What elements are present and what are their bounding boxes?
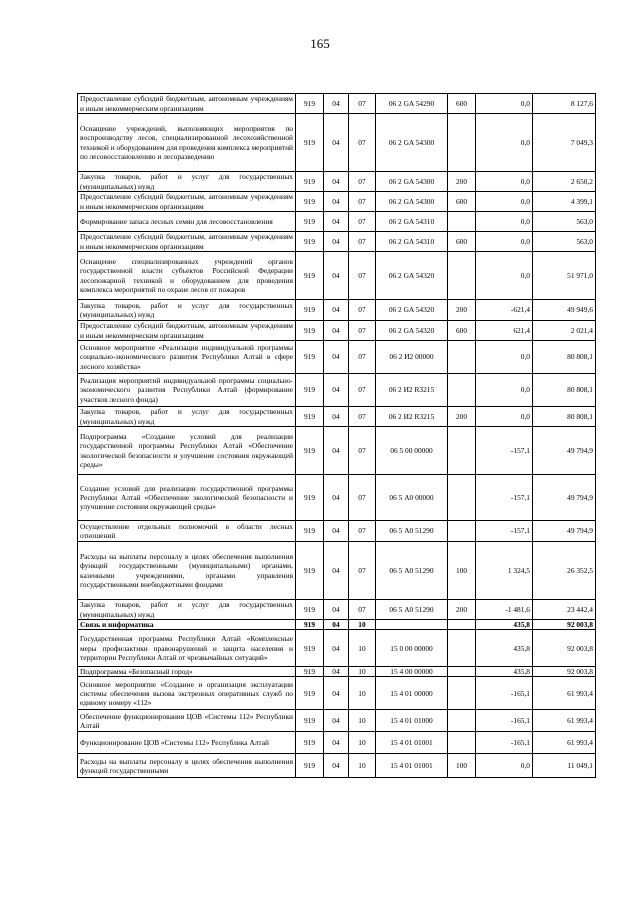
subsection-code-cell: 07 (349, 407, 376, 427)
section-code-cell: 04 (324, 600, 349, 620)
expense-type-cell (448, 114, 476, 172)
subsection-code-cell: 07 (349, 252, 376, 300)
admin-code-cell: 919 (296, 667, 324, 677)
target-article-cell: 06 2 GA 54290 (376, 94, 448, 114)
subsection-code-cell: 10 (349, 732, 376, 754)
section-code-cell: 04 (324, 427, 349, 475)
table-row (78, 232, 596, 252)
target-article-cell: 06 2 GA 54320 (376, 300, 448, 321)
row-name-cell: Основное мероприятие «Создание и организация эксплуатации системы обеспечения вызова экстренных оперативных служб по единому номеру «112» (78, 677, 296, 710)
target-article-cell: 06 5 А0 51290 (376, 600, 448, 620)
change-amount-cell: -165,1 (476, 710, 533, 732)
change-amount-cell: 621,4 (476, 321, 533, 341)
row-name-cell: Основное мероприятие «Реализация индивидуальной программы социально-экономического развития Республики Алтай в сфере лесного хозяйства» (78, 341, 296, 374)
admin-code-cell: 919 (296, 620, 324, 630)
target-article-cell: 06 2 GA 54310 (376, 232, 448, 252)
budget-table (77, 93, 596, 778)
expense-type-cell (448, 732, 476, 754)
target-article-cell: 06 5 А0 51290 (376, 542, 448, 600)
subsection-code-cell: 10 (349, 677, 376, 710)
expense-type-cell: 600 (448, 321, 476, 341)
target-article-cell: 06 2 GA 54310 (376, 212, 448, 232)
total-amount-cell: 563,0 (533, 232, 596, 252)
change-amount-cell: 0,0 (476, 94, 533, 114)
section-code-cell: 04 (324, 630, 349, 667)
subsection-code-cell: 07 (349, 475, 376, 521)
admin-code-cell: 919 (296, 677, 324, 710)
admin-code-cell: 919 (296, 341, 324, 374)
target-article-cell (376, 620, 448, 630)
row-name-cell: Предоставление субсидий бюджетным, автономным учреждениям и иным некоммерческим организациям (78, 192, 296, 212)
row-name-cell: Оснащение специализированных учреждений органов государственной власти субъектов Российской Федерации лесопожарной техникой и оборудованием для проведения комплекса мероприятий по охране лесов от пожаров (78, 252, 296, 300)
total-amount-cell: 61 993,4 (533, 710, 596, 732)
total-amount-cell: 11 049,1 (533, 754, 596, 778)
subsection-code-cell: 07 (349, 172, 376, 192)
table-row (78, 475, 596, 521)
admin-code-cell: 919 (296, 407, 324, 427)
change-amount-cell: 1 324,5 (476, 542, 533, 600)
admin-code-cell: 919 (296, 321, 324, 341)
section-code-cell: 04 (324, 212, 349, 232)
section-code-cell: 04 (324, 620, 349, 630)
admin-code-cell: 919 (296, 94, 324, 114)
target-article-cell: 15 4 01 01001 (376, 732, 448, 754)
total-amount-cell: 49 794,9 (533, 475, 596, 521)
admin-code-cell: 919 (296, 232, 324, 252)
table-row (78, 212, 596, 232)
target-article-cell: 15 4 01 00000 (376, 677, 448, 710)
subsection-code-cell: 07 (349, 94, 376, 114)
admin-code-cell: 919 (296, 542, 324, 600)
total-amount-cell: 49 794,9 (533, 427, 596, 475)
subsection-code-cell: 07 (349, 321, 376, 341)
expense-type-cell: 200 (448, 407, 476, 427)
change-amount-cell: 0,0 (476, 374, 533, 407)
change-amount-cell: 0,0 (476, 341, 533, 374)
section-code-cell: 04 (324, 232, 349, 252)
row-name-cell: Закупка товаров, работ и услуг для государственных (муниципальных) нужд (78, 172, 296, 192)
subsection-code-cell: 10 (349, 667, 376, 677)
section-code-cell: 04 (324, 321, 349, 341)
table-row (78, 542, 596, 600)
row-name-cell: Реализация мероприятий индивидуальной программы социально-экономического развития Республики Алтай (формирование участков лесного фонда) (78, 374, 296, 407)
total-amount-cell: 92 003,8 (533, 667, 596, 677)
target-article-cell: 06 5 А0 00000 (376, 475, 448, 521)
expense-type-cell (448, 212, 476, 232)
section-code-cell: 04 (324, 374, 349, 407)
section-code-cell: 04 (324, 521, 349, 542)
subsection-code-cell: 07 (349, 300, 376, 321)
expense-type-cell: 600 (448, 94, 476, 114)
table-row (78, 630, 596, 667)
expense-type-cell (448, 475, 476, 521)
row-name-cell: Предоставление субсидий бюджетным, автономным учреждениям и иным некоммерческим организациям (78, 321, 296, 341)
expense-type-cell: 200 (448, 300, 476, 321)
section-code-cell: 04 (324, 252, 349, 300)
table-row (78, 300, 596, 321)
change-amount-cell: 435,8 (476, 620, 533, 630)
total-amount-cell: 23 442,4 (533, 600, 596, 620)
row-name-cell: Расходы на выплаты персоналу в целях обеспечения выполнения функций государственными (муниципальными) органами, казенными учреждениями, органами управления государственными внебюджетными фондами (78, 542, 296, 600)
change-amount-cell: 435,8 (476, 630, 533, 667)
section-code-cell: 04 (324, 172, 349, 192)
expense-type-cell (448, 677, 476, 710)
table-row (78, 677, 596, 710)
expense-type-cell (448, 252, 476, 300)
change-amount-cell: 0,0 (476, 407, 533, 427)
expense-type-cell (448, 710, 476, 732)
change-amount-cell: -157,1 (476, 427, 533, 475)
admin-code-cell: 919 (296, 114, 324, 172)
table-row (78, 94, 596, 114)
row-name-cell: Создание условий для реализации государственной программы Республики Алтай «Обеспечение экологической безопасности и улучшение состояния окружающей среды» (78, 475, 296, 521)
admin-code-cell: 919 (296, 252, 324, 300)
total-amount-cell: 92 003,8 (533, 630, 596, 667)
table-row (78, 321, 596, 341)
row-name-cell: Подпрограмма «Безопасный город» (78, 667, 296, 677)
table-row (78, 732, 596, 754)
subsection-code-cell: 07 (349, 192, 376, 212)
expense-type-cell (448, 427, 476, 475)
table-row (78, 192, 596, 212)
expense-type-cell (448, 521, 476, 542)
expense-type-cell: 600 (448, 192, 476, 212)
row-name-cell: Предоставление субсидий бюджетным, автономным учреждениям и иным некоммерческим организациям (78, 94, 296, 114)
total-amount-cell: 563,0 (533, 212, 596, 232)
section-code-cell: 04 (324, 341, 349, 374)
section-code-cell: 04 (324, 192, 349, 212)
target-article-cell: 06 2 GA 54300 (376, 172, 448, 192)
section-code-cell: 04 (324, 542, 349, 600)
admin-code-cell: 919 (296, 300, 324, 321)
target-article-cell: 06 2 GA 54320 (376, 321, 448, 341)
target-article-cell: 15 4 01 01000 (376, 710, 448, 732)
subsection-code-cell: 10 (349, 710, 376, 732)
admin-code-cell: 919 (296, 212, 324, 232)
page-number: 165 (310, 36, 330, 51)
section-code-cell: 04 (324, 710, 349, 732)
subsection-code-cell: 07 (349, 521, 376, 542)
row-name-cell: Осуществление отдельных полномочий в области лесных отношений (78, 521, 296, 542)
expense-type-cell (448, 630, 476, 667)
change-amount-cell: 0,0 (476, 754, 533, 778)
expense-type-cell (448, 620, 476, 630)
total-amount-cell: 7 049,3 (533, 114, 596, 172)
expense-type-cell (448, 341, 476, 374)
change-amount-cell: -157,1 (476, 521, 533, 542)
table-row (78, 172, 596, 192)
expense-type-cell (448, 667, 476, 677)
table-row (78, 374, 596, 407)
expense-type-cell: 600 (448, 232, 476, 252)
table-row (78, 341, 596, 374)
section-code-cell: 04 (324, 407, 349, 427)
target-article-cell: 15 0 00 00000 (376, 630, 448, 667)
change-amount-cell: 435,8 (476, 667, 533, 677)
table-row (78, 600, 596, 620)
total-amount-cell: 51 971,0 (533, 252, 596, 300)
table-row (78, 521, 596, 542)
total-amount-cell: 80 808,1 (533, 407, 596, 427)
change-amount-cell: 0,0 (476, 192, 533, 212)
table-row (78, 252, 596, 300)
admin-code-cell: 919 (296, 710, 324, 732)
target-article-cell: 15 4 00 00000 (376, 667, 448, 677)
admin-code-cell: 919 (296, 630, 324, 667)
section-code-cell: 04 (324, 677, 349, 710)
admin-code-cell: 919 (296, 427, 324, 475)
table-row (78, 667, 596, 677)
total-amount-cell: 2 650,2 (533, 172, 596, 192)
total-amount-cell: 49 949,6 (533, 300, 596, 321)
section-code-cell: 04 (324, 94, 349, 114)
change-amount-cell: 0,0 (476, 172, 533, 192)
total-amount-cell: 92 003,8 (533, 620, 596, 630)
admin-code-cell: 919 (296, 732, 324, 754)
section-code-cell: 04 (324, 732, 349, 754)
admin-code-cell: 919 (296, 754, 324, 778)
section-code-cell: 04 (324, 754, 349, 778)
row-name-cell: Закупка товаров, работ и услуг для государственных (муниципальных) нужд (78, 300, 296, 321)
admin-code-cell: 919 (296, 600, 324, 620)
change-amount-cell: -1 481,6 (476, 600, 533, 620)
expense-type-cell (448, 374, 476, 407)
total-amount-cell: 8 127,6 (533, 94, 596, 114)
admin-code-cell: 919 (296, 521, 324, 542)
subsection-code-cell: 07 (349, 600, 376, 620)
row-name-cell: Подпрограмма «Создание условий для реализации государственной программы Республики Алтай «Обеспечение экологической безопасности и улучшение состояния окружающей среды» (78, 427, 296, 475)
table-row (78, 407, 596, 427)
row-name-cell: Государственная программа Республики Алтай «Комплексные меры профилактики правонарушений и защита населения и территории Республики Алтай от чрезвычайных ситуаций» (78, 630, 296, 667)
row-name-cell: Закупка товаров, работ и услуг для государственных (муниципальных) нужд (78, 407, 296, 427)
total-amount-cell: 80 808,1 (533, 341, 596, 374)
expense-type-cell: 200 (448, 600, 476, 620)
total-amount-cell: 61 993,4 (533, 677, 596, 710)
subsection-code-cell: 10 (349, 630, 376, 667)
total-amount-cell: 61 993,4 (533, 732, 596, 754)
target-article-cell: 06 2 И2 R3215 (376, 374, 448, 407)
row-name-cell: Расходы на выплаты персоналу в целях обеспечения выполнения функций государственными (78, 754, 296, 778)
target-article-cell: 06 2 И2 R3215 (376, 407, 448, 427)
change-amount-cell: 0,0 (476, 232, 533, 252)
section-code-cell: 04 (324, 300, 349, 321)
expense-type-cell: 200 (448, 172, 476, 192)
admin-code-cell: 919 (296, 192, 324, 212)
row-name-cell: Связь и информатика (78, 620, 296, 630)
expense-type-cell: 100 (448, 542, 476, 600)
section-code-cell: 04 (324, 475, 349, 521)
target-article-cell: 06 2 GA 54320 (376, 252, 448, 300)
total-amount-cell: 4 399,1 (533, 192, 596, 212)
target-article-cell: 06 2 GA 54300 (376, 114, 448, 172)
table-row (78, 114, 596, 172)
admin-code-cell: 919 (296, 374, 324, 407)
row-name-cell: Обеспечение функционирования ЦОВ «Системы 112» Республики Алтай (78, 710, 296, 732)
table-row (78, 620, 596, 630)
table-row (78, 427, 596, 475)
expense-type-cell: 100 (448, 754, 476, 778)
total-amount-cell: 2 021,4 (533, 321, 596, 341)
subsection-code-cell: 10 (349, 620, 376, 630)
section-code-cell: 04 (324, 667, 349, 677)
change-amount-cell: -165,1 (476, 677, 533, 710)
admin-code-cell: 919 (296, 172, 324, 192)
subsection-code-cell: 07 (349, 232, 376, 252)
target-article-cell: 06 2 GA 54300 (376, 192, 448, 212)
target-article-cell: 06 2 И2 00000 (376, 341, 448, 374)
subsection-code-cell: 07 (349, 427, 376, 475)
row-name-cell: Закупка товаров, работ и услуг для государственных (муниципальных) нужд (78, 600, 296, 620)
subsection-code-cell: 07 (349, 341, 376, 374)
change-amount-cell: 0,0 (476, 252, 533, 300)
total-amount-cell: 49 794,9 (533, 521, 596, 542)
subsection-code-cell: 10 (349, 754, 376, 778)
target-article-cell: 15 4 01 01001 (376, 754, 448, 778)
change-amount-cell: 0,0 (476, 114, 533, 172)
total-amount-cell: 26 352,5 (533, 542, 596, 600)
change-amount-cell: -621,4 (476, 300, 533, 321)
table-row (78, 754, 596, 778)
table-row (78, 710, 596, 732)
subsection-code-cell: 07 (349, 374, 376, 407)
change-amount-cell: 0,0 (476, 212, 533, 232)
target-article-cell: 06 5 А0 51290 (376, 521, 448, 542)
total-amount-cell: 80 808,1 (533, 374, 596, 407)
row-name-cell: Оснащение учреждений, выполняющих мероприятия по воспроизводству лесов, специализированной лесохозяйственной техникой и оборудованием для проведения комплекса мероприятий по лесовосстановлению и лесоразведению (78, 114, 296, 172)
change-amount-cell: -165,1 (476, 732, 533, 754)
target-article-cell: 06 5 00 00000 (376, 427, 448, 475)
row-name-cell: Формирование запаса лесных семян для лесовосстановления (78, 212, 296, 232)
subsection-code-cell: 07 (349, 542, 376, 600)
subsection-code-cell: 07 (349, 114, 376, 172)
row-name-cell: Функционирование ЦОВ «Системы 112» Республика Алтай (78, 732, 296, 754)
subsection-code-cell: 07 (349, 212, 376, 232)
section-code-cell: 04 (324, 114, 349, 172)
row-name-cell: Предоставление субсидий бюджетным, автономным учреждениям и иным некоммерческим организациям (78, 232, 296, 252)
budget-table-body (78, 94, 596, 778)
change-amount-cell: -157,1 (476, 475, 533, 521)
admin-code-cell: 919 (296, 475, 324, 521)
